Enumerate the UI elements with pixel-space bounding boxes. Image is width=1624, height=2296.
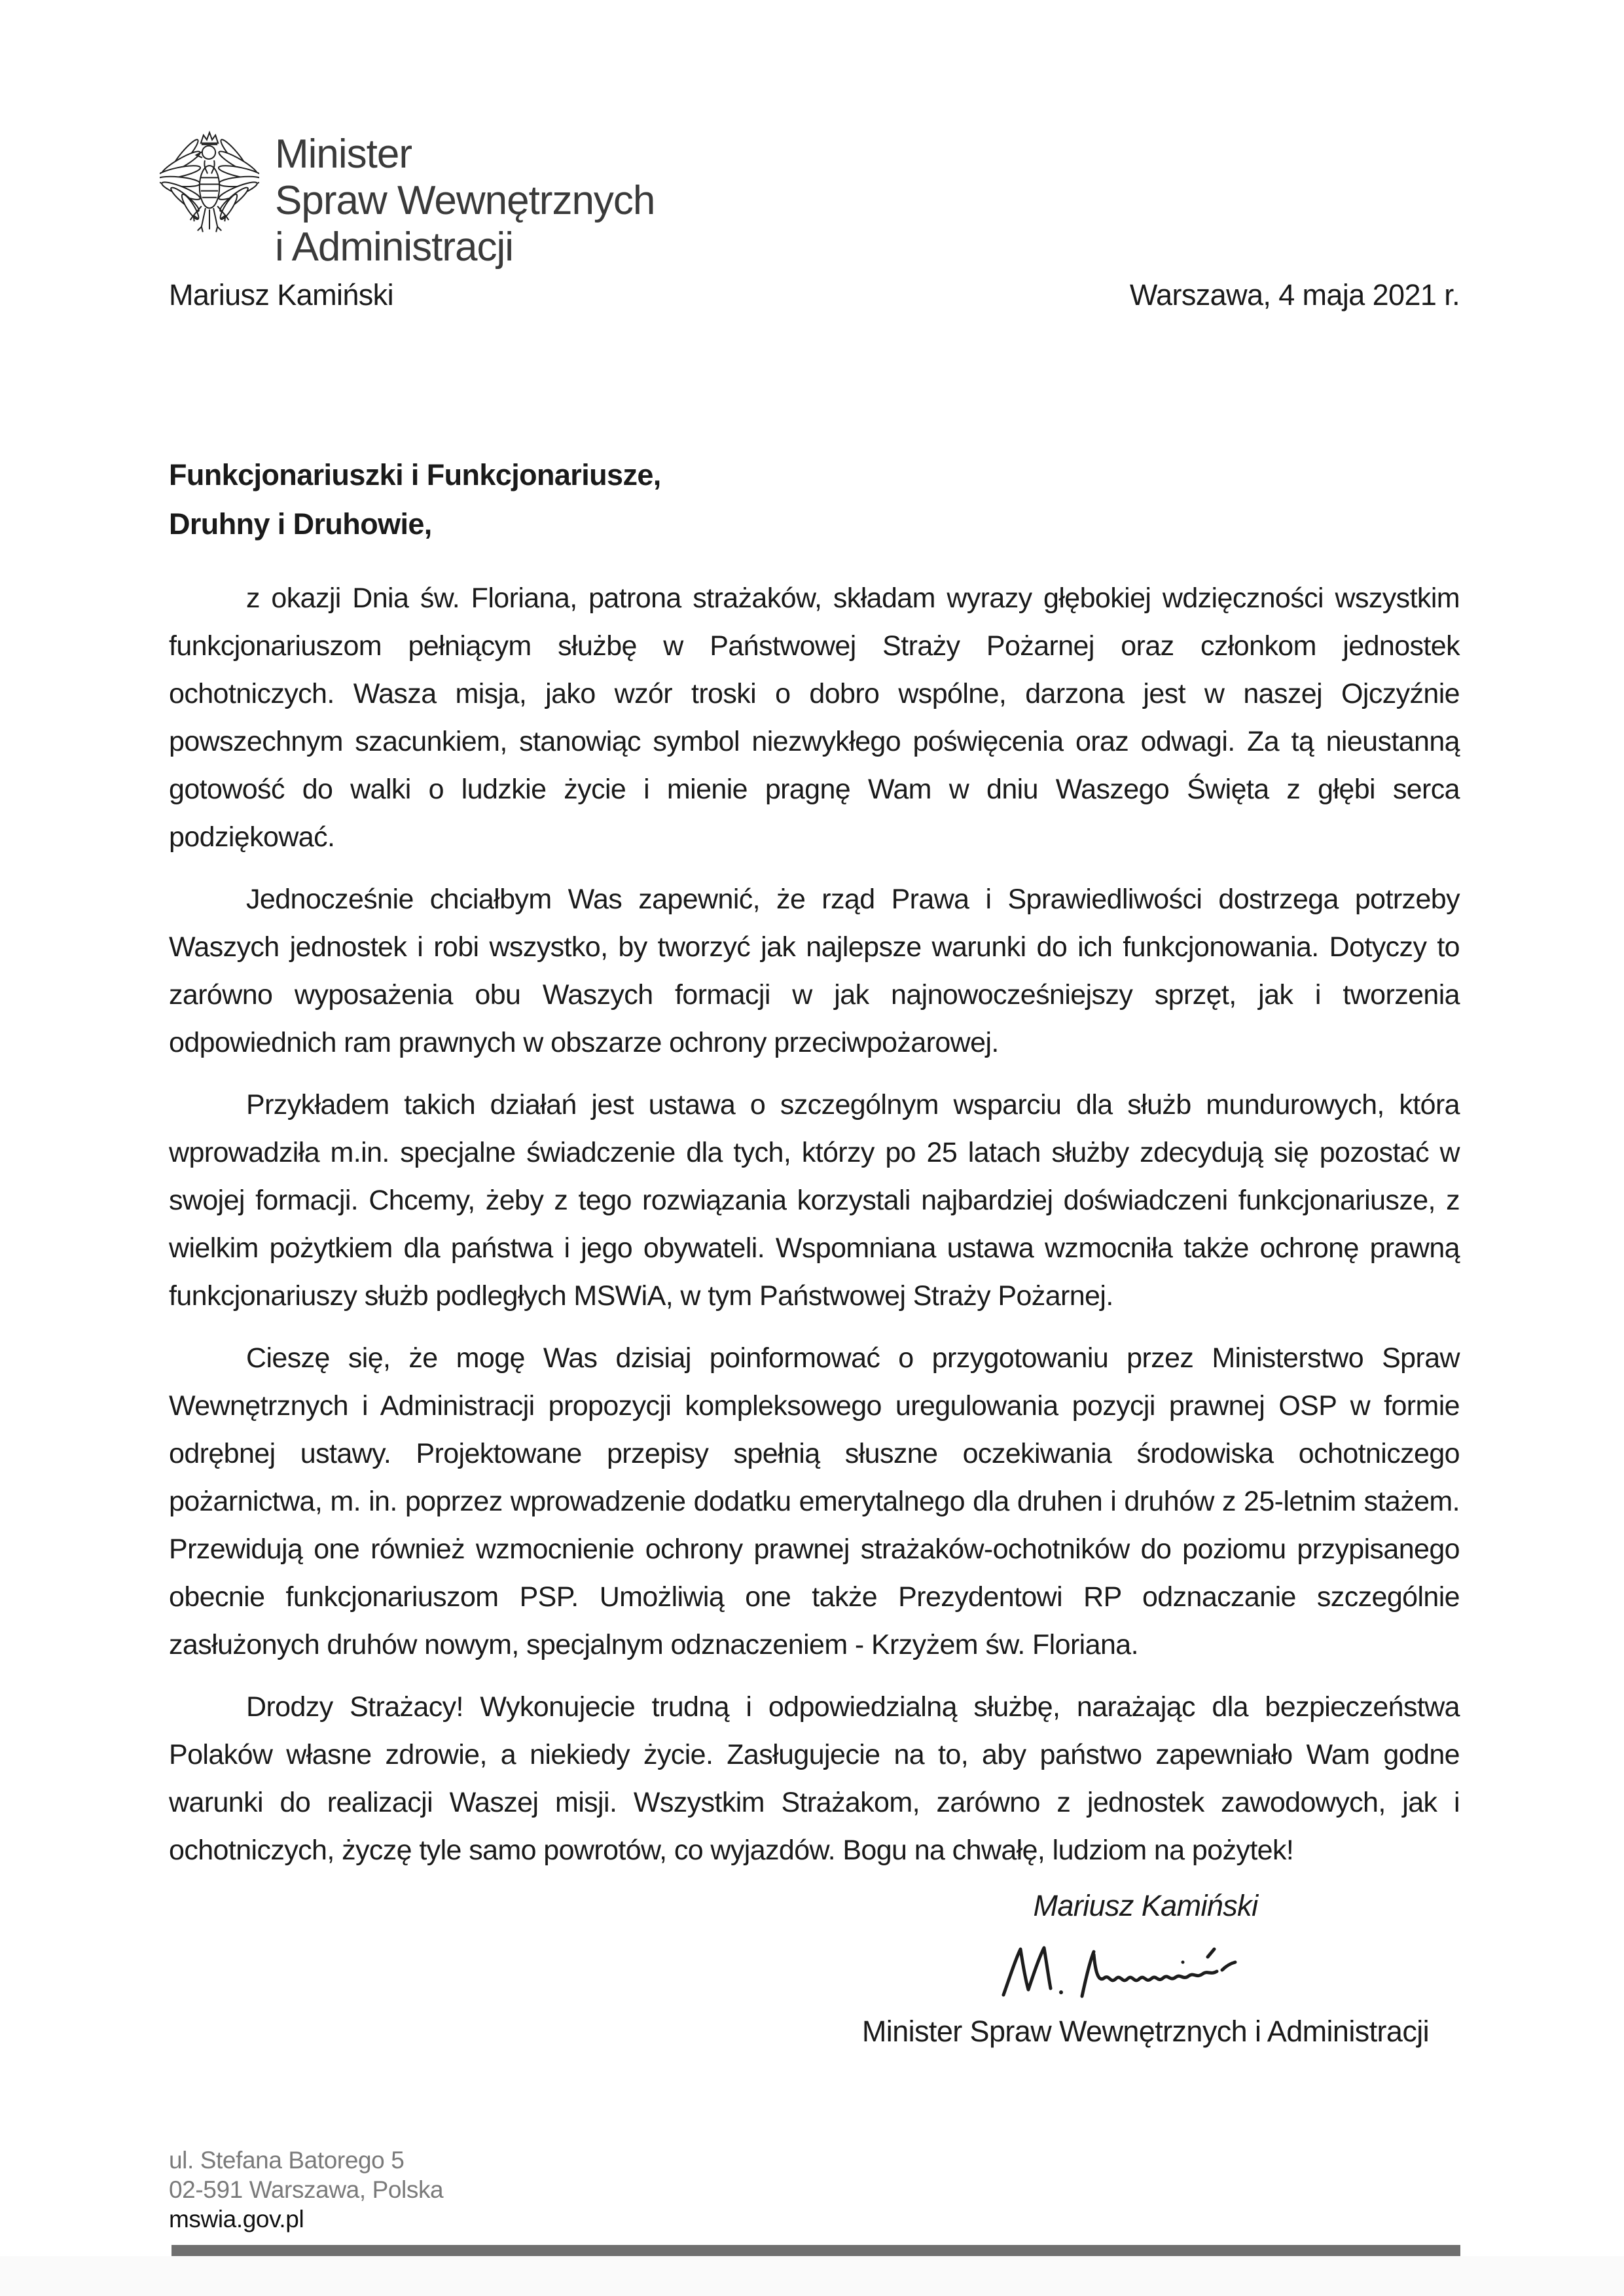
paragraph-4: Cieszę się, że mogę Was dzisiaj poinformować o przygotowaniu przez Ministerstwo Spraw Wewnętrznych i Administracji propozycji kompleksowego uregulowania pozycji prawnej OSP w formie odrębnej ustawy. Projektowane przepisy spełnią słuszne oczekiwania środowiska ochotniczego pożarnictwa, m. in. poprzez wprowadzenie dodatku emerytalnego dla druhen i druhów z 25-letnim stażem. Przewidują one również wzmocnienie ochrony prawnej strażaków-ochotników do poziomu przypisanego obecnie funkcjonariuszom PSP. Umożliwią one także Prezydentowi RP odznaczanie szczególnie zasłużonych druhów nowym, specjalnym odznaczeniem - Krzyżem św. Floriana.	[169, 1342, 1460, 1660]
salutation-line-1: Funkcjonariuszki i Funkcjonariusze,	[169, 458, 661, 492]
footer-website: mswia.gov.pl	[169, 2206, 304, 2233]
ministry-title-line: i Administracji	[275, 224, 513, 270]
paragraph-3: Przykładem takich działań jest ustawa o szczególnym wsparciu dla służb mundurowych, która wprowadziła m.in. specjalne świadczenie dla tych, którzy po 25 latach służby zdecydują się pozostać w swojej formacji. Chcemy, żeby z tego rozwiązania korzystali najbardziej doświadczeni funkcjonariusze, z wielkim pożytkiem dla państwa i jego obywateli. Wspomniana ustawa wzmocniła także ochronę prawną funkcjonariuszy służb podległych MSWiA, w tym Państwowej Straży Pożarnej.	[169, 1089, 1460, 1312]
paragraph-1: z okazji Dnia św. Floriana, patrona strażaków, składam wyrazy głębokiej wdzięczności wszystkim funkcjonariuszom pełniącym służbę w Państwowej Straży Pożarnej oraz członkom jednostek ochotniczych. Wasza misja, jako wzór troski o dobro wspólne, darzona jest w naszej Ojczyźnie powszechnym szacunkiem, stanowiąc symbol niezwykłego poświęcenia oraz odwagi. Za tą nieustanną gotowość do walki o ludzkie życie i mienie pragnę Wam w dniu Waszego Święta z głębi serca podziękować.	[169, 583, 1460, 853]
sender-row	[169, 278, 1460, 312]
footer-city: 02-591 Warszawa, Polska	[169, 2176, 444, 2203]
signature-name: Mariusz Kamiński	[1033, 1889, 1258, 1922]
polish-eagle-emblem-icon	[160, 130, 259, 240]
footer-street: ul. Stefana Batorego 5	[169, 2147, 405, 2174]
letter-body	[169, 450, 1460, 2049]
signature-title: Minister Spraw Wewnętrznych i Administracji	[861, 2015, 1430, 2048]
signature-block	[844, 1889, 1447, 2049]
ministry-title	[275, 131, 655, 270]
handwritten-signature-icon	[992, 1937, 1299, 2009]
paragraph-5: Drodzy Strażacy! Wykonujecie trudną i odpowiedzialną służbę, narażając dla bezpieczeństwa Polaków własne zdrowie, a niekiedy życie. Zasługujecie na to, aby państwo zapewniało Wam godne warunki do realizacji Waszej misji. Wszystkim Strażakom, zarówno z jednostek zawodowych, jak i ochotniczych, życzę tyle samo powrotów, co wyjazdów. Bogu na chwałę, ludziom na pożytek!	[169, 1691, 1460, 1866]
paragraph-2: Jednocześnie chciałbym Was zapewnić, że rząd Prawa i Sprawiedliwości dostrzega potrzeby Waszych jednostek i robi wszystko, by tworzyć jak najlepsze warunki do ich funkcjonowania. Dotyczy to zarówno wyposażenia obu Waszych formacji w jak najnowocześniejszy sprzęt, jak i tworzenia odpowiednich ram prawnych w obszarze ochrony przeciwpożarowej.	[169, 884, 1460, 1058]
footer-address-block	[169, 2145, 443, 2234]
salutation	[169, 450, 1460, 548]
footer-divider-bar	[171, 2245, 1460, 2256]
ministry-title-line: Minister	[275, 132, 412, 177]
sender-name: Mariusz Kamiński	[169, 278, 393, 312]
ministry-title-line: Spraw Wewnętrznych	[275, 178, 655, 223]
page-bottom-strip	[0, 2256, 1624, 2296]
salutation-line-2: Druhny i Druhowie,	[169, 507, 432, 541]
letterhead	[160, 130, 655, 270]
place-date: Warszawa, 4 maja 2021 r.	[1129, 278, 1460, 312]
